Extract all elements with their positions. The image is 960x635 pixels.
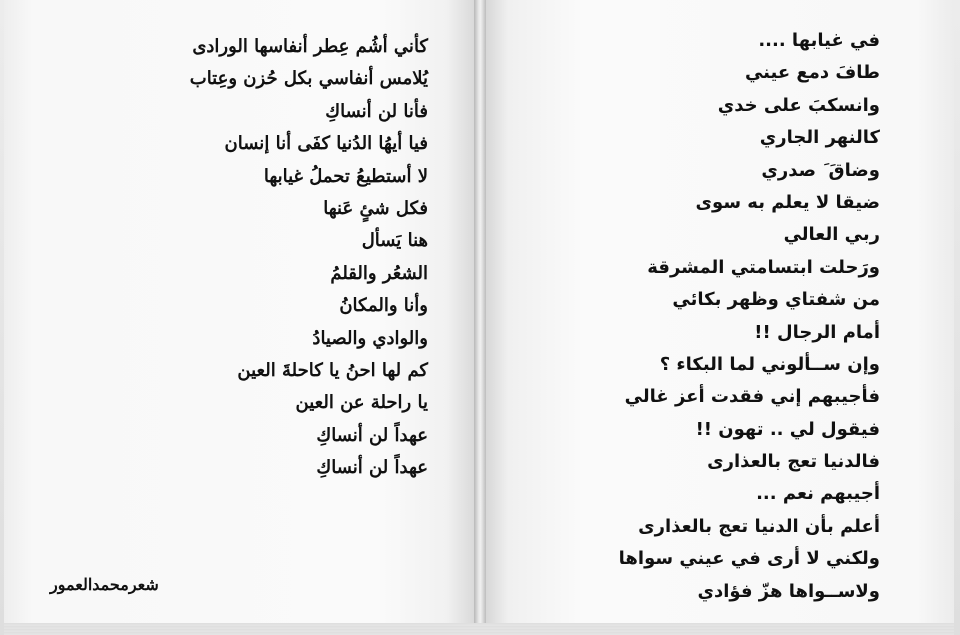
poem-line: فيا أيهُا الدُنيا كفَى أنا إنسان [224,133,428,155]
poem-line: يا راحلة عن العين [295,392,428,414]
poem-line: فأنا لن أنساكِ [325,100,428,122]
poem-line: عهداً لن أنساكِ [316,424,428,446]
poem-line: فأجيبهم إني فقدت أعز غالي [624,386,880,408]
poem-line: والوادي والصيادُ [312,327,428,349]
poem-line: الشعُر والقلمُ [330,262,428,284]
poem-line: وأنا والمكانُ [339,295,428,317]
poem-line: أمام الرجال !! [754,321,880,343]
poem-line: وإن ســألوني لما البكاء ؟ [659,353,880,375]
poem-line: طافَ دمع عيني [744,62,880,84]
poem-line: يُلامس أنفاسي بكل حُزن وعِتاب [189,68,428,90]
right-poem [480,25,880,608]
poem-line: فيقول لي .. تهون !! [695,418,880,440]
poem-line: ضيقا لا يعلم به سوى [695,191,880,213]
poem-line: وضاقَ َ صدري [761,159,880,181]
poem-line: في غيابها .... [758,30,880,51]
poem-line: ولكني لا أرى في عيني سواها [618,548,880,570]
poem-line: كم لها احنُ يا كاحلةَ العين [237,359,428,381]
poem-line: أعلم بأن الدنيا تعج بالعذارى [638,515,880,537]
poem-line: كالنهر الجاري [759,127,880,149]
poem-line: هنا يَسأل [361,230,428,252]
poem-line: ربي العالي [783,224,880,246]
poem-line: فالدنيا تعج بالعذارى [707,451,880,473]
poem-line: ولاســواها هزّ فؤادي [697,580,880,602]
poem-line: كأني أشُم عِطر أنفاسها الورادى [192,36,428,57]
poem-line: أجيبهم نعم ... [756,483,880,505]
poem-line: لا أستطيعُ تحملُ غيابها [263,165,428,187]
poem-line: ورَحلت ابتسامتي المشرقة [647,256,880,278]
poem-line: عهداً لن أنساكِ [316,457,428,479]
poem-line: وانسكبَ على خدي [717,94,880,116]
poem-line: من شفتاي وظهر بكائي [672,289,880,311]
page-edges [4,623,954,635]
left-poem [28,31,428,484]
poet-signature: شعرمحمدالعمور [50,575,159,594]
poem-line: فكل شئٍ عَنها [323,197,428,219]
